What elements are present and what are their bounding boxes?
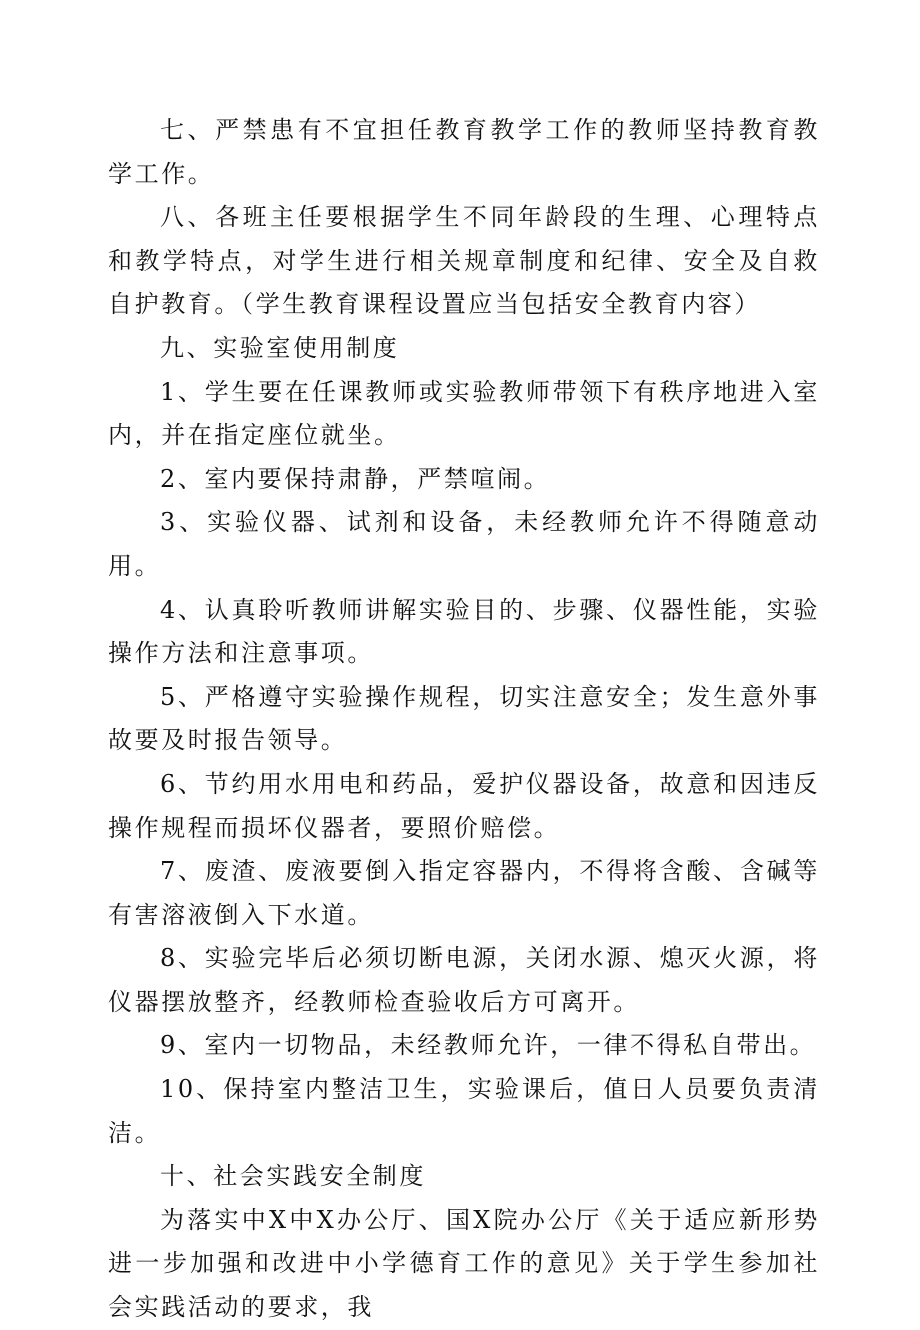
lab-rule-8: 8、实验完毕后必须切断电源，关闭水源、熄灭火源，将仪器摆放整齐，经教师检查验收后方可离开。 <box>108 944 820 1016</box>
section-heading-lab-rules: 九、实验室使用制度 <box>160 333 400 362</box>
lab-rule-6: 6、节约用水用电和药品，爱护仪器设备，故意和因违反操作规程而损坏仪器者，要照价赔偿。 <box>108 769 820 842</box>
lab-rule-1: 1、学生要在任课教师或实验教师带领下有秩序地进入室内，并在指定座位就坐。 <box>108 377 820 450</box>
social-practice-intro: 为落实中X中X办公厅、国X院办公厅《关于适应新形势进一步加强和改进中小学德育工作的意见》关于学生参加社会实践活动的要求，我 <box>108 1205 820 1322</box>
section-heading-social-practice: 十、社会实践安全制度 <box>160 1162 426 1191</box>
lab-rule-2: 2、室内要保持肃静，严禁喧闹。 <box>160 464 551 493</box>
lab-rule-5: 5、严格遵守实验操作规程，切实注意安全；发生意外事故要及时报告领导。 <box>108 682 820 755</box>
lab-rule-4: 4、认真聆听教师讲解实验目的、步骤、仪器性能，实验操作方法和注意事项。 <box>108 595 820 668</box>
lab-rule-10: 10、保持室内整洁卫生，实验课后，值日人员要负责清洁。 <box>108 1075 820 1147</box>
paragraph-rule-8: 八、各班主任要根据学生不同年龄段的生理、心理特点和教学特点，对学生进行相关规章制度和纪律、安全及自救自护教育。（学生教育课程设置应当包括安全教育内容） <box>108 203 820 319</box>
paragraph-rule-7: 七、严禁患有不宜担任教育教学工作的教师坚持教育教学工作。 <box>108 116 820 188</box>
lab-rule-3: 3、实验仪器、试剂和设备，未经教师允许不得随意动用。 <box>108 508 820 580</box>
document-body <box>108 109 820 1330</box>
lab-rule-9: 9、室内一切物品，未经教师允许，一律不得私自带出。 <box>160 1031 817 1060</box>
lab-rule-7: 7、废渣、废液要倒入指定容器内，不得将含酸、含碱等有害溶液倒入下水道。 <box>108 857 820 929</box>
